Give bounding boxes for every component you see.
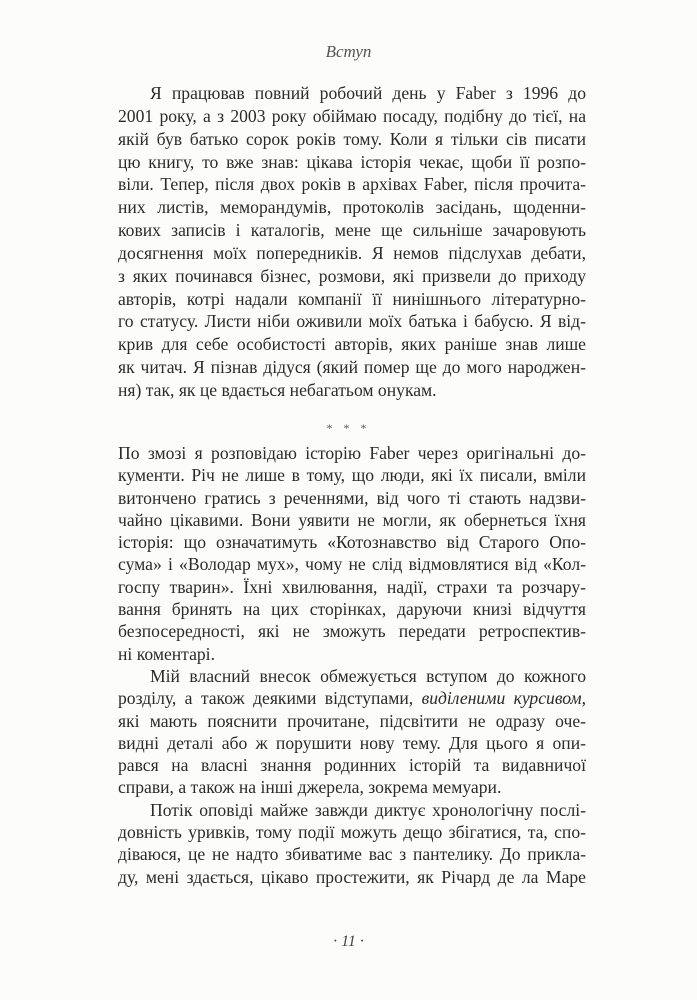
text-line: віли. Тепер, після двох років в архівах Faber, після прочита- [118, 174, 586, 195]
text-line: 2001 року, а з 2003 року обіймаю посаду, подібну до тієї, на [118, 105, 586, 126]
text-line: видні деталі або ж порушити нову тему. Для цього я опи- [118, 732, 586, 753]
text-line: сума» і «Володар мух», чому не слід відмовлятися від «Кол- [118, 554, 586, 575]
text-line: ду, мені здається, цікаво простежити, як Річард де ла Маре [118, 866, 586, 887]
text-line: них листів, меморандумів, протоколів засідань, щоденни- [118, 197, 586, 218]
text-line: з яких починався бізнес, розмови, які призвели до приходу [118, 265, 586, 286]
text-line: чайно цікавими. Вони уявити не могли, як обернеться їхня [118, 509, 586, 530]
text-line: Я працював повний робочий день у Faber з 1996 до [150, 83, 586, 103]
text-line: кових записів і каталогів, мене ще сильніше зачаровують [118, 220, 586, 241]
text-segment: , [581, 688, 586, 709]
text-line: ня) так, як це вдається небагатьом онукам. [118, 379, 437, 400]
text-line: кументи. Річ не лише в тому, що люди, які їх писали, вміли [118, 465, 586, 486]
text-line: витончено гратись з реченнями, від чого ті стають надзви- [118, 487, 586, 508]
text-line: як читач. Я пізнав дідуся (який помер ще до мого народжен- [118, 357, 586, 378]
paragraph-narrative [118, 799, 586, 888]
section-break: * * * [326, 421, 371, 435]
text-line: якій був батько сорок років тому. Коли я тільки сів писати [118, 128, 586, 149]
text-line: діваюся, це не надто збиватиме вас з пантелику. До прикла- [118, 844, 586, 865]
text-line: досягнення моїх попередників. Я немов підслухав дебати, [118, 242, 586, 263]
text-line: рався на власні знання родинних історій та видавничої [118, 755, 586, 776]
paragraph-intro [118, 82, 586, 402]
text-line: безпосередності, які не зможуть передати ретроспектив- [118, 621, 586, 642]
paragraph-contribution [118, 665, 586, 799]
body-text [118, 442, 586, 888]
text-line: історія: що означатимуть «Котознавство від Старого Опо- [118, 532, 586, 553]
text-line: госпу тварин». Їхні хвилювання, надії, страхи та розчару- [118, 576, 586, 597]
text-line: авторів, котрі надали компанії її нинішнього літературно- [118, 288, 586, 309]
text-line: ні коментарі. [118, 643, 215, 664]
text-segment: розділу, а також деякими відступами, [118, 688, 422, 709]
italic-text: виділеними курсивом [421, 688, 582, 709]
text-line: крив для себе особистості авторів, яких раніше знав лише [118, 334, 586, 355]
text-line: справи, а також на інші джерела, зокрема мемуари. [118, 777, 502, 798]
paragraph-documents [118, 442, 586, 665]
text-line: По змозі я розповідаю історію Faber через оригінальні до- [118, 443, 586, 463]
text-line [118, 687, 586, 709]
running-header-title: Вступ [325, 42, 372, 61]
text-line: Потік оповіді майже завжди диктує хронологічну послі- [150, 799, 586, 820]
text-line: вання бринять на цих сторінках, даруючи книзі відчуття [118, 599, 586, 620]
text-line: го статусу. Листи ніби оживили моїх батька і бабусю. Я від- [118, 311, 586, 332]
text-line: Мій власний внесок обмежується вступом до кожного [150, 665, 586, 686]
page-number: · 11 · [333, 933, 364, 950]
text-line: цю книгу, то вже знав: цікава історія чекає, щоби її розпо- [118, 151, 586, 172]
text-line: довність уривків, тому події можуть дещо збігатися, та, спо- [118, 822, 586, 843]
text-line: які мають пояснити прочитане, підсвітити не одразу оче- [118, 710, 586, 731]
